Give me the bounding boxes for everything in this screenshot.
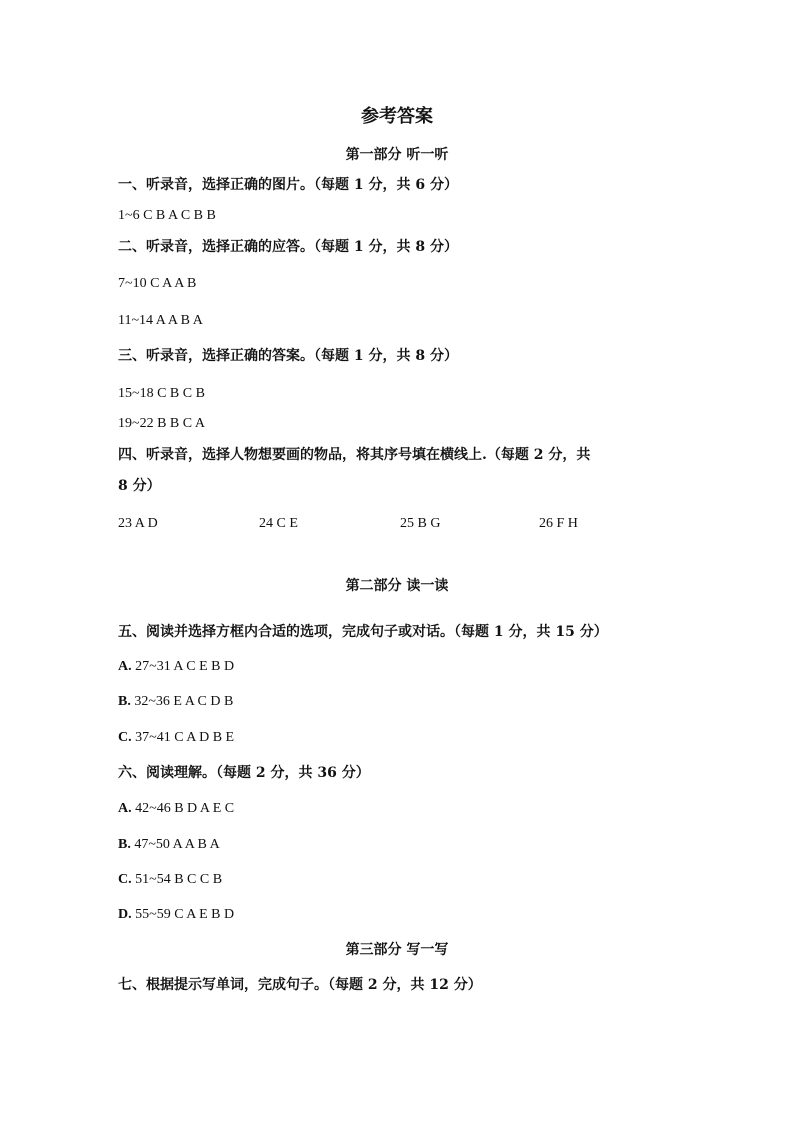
page-title: 参考答案 (361, 106, 433, 127)
item-label: A. (118, 801, 132, 816)
section6-heading: 六、阅读理解。（每题 2 分，共 36 分） (118, 765, 370, 781)
section3-answer-1: 15~18 C B C B (118, 386, 205, 401)
item-answer: 32~36 E A C D B (130, 694, 234, 709)
item-label: A. (118, 659, 132, 674)
section4-answers (118, 514, 638, 534)
section2-answer-1: 7~10 C A A B (118, 276, 197, 291)
section4-answer-26: 26 F H (539, 516, 578, 531)
item-label: B. (118, 837, 131, 852)
item-answer: 55~59 C A E B D (131, 907, 235, 922)
part1-heading: 第一部分 听一听 (345, 147, 449, 163)
item-label: B. (118, 694, 131, 709)
section6-item-a (118, 799, 234, 819)
section1-answer: 1~6 C B A C B B (118, 208, 216, 223)
item-answer: 27~31 A C E B D (131, 659, 235, 674)
section2-answer-2: 11~14 A A B A (118, 313, 203, 328)
section5-item-b (118, 692, 233, 712)
section5-item-a (118, 657, 234, 677)
section4-heading-line1: 四、听录音，选择人物想要画的物品，将其序号填在横线上.（每题 2 分，共 (118, 447, 591, 463)
item-answer: 51~54 B C C B (131, 872, 223, 887)
section5-item-c (118, 728, 234, 748)
section4-answer-25: 25 B G (400, 516, 441, 531)
section7-heading: 七、根据提示写单词，完成句子。（每题 2 分，共 12 分） (118, 977, 482, 993)
item-answer: 42~46 B D A E C (131, 801, 235, 816)
section4-answer-24: 24 C E (259, 516, 298, 531)
section6-item-b (118, 835, 220, 855)
section6-item-d (118, 905, 234, 925)
item-label: C. (118, 730, 132, 745)
section6-item-c (118, 870, 222, 890)
section3-answer-2: 19~22 B B C A (118, 416, 205, 431)
part3-heading: 第三部分 写一写 (345, 942, 449, 958)
section4-answer-23: 23 A D (118, 516, 158, 531)
section2-heading: 二、听录音，选择正确的应答。（每题 1 分，共 8 分） (118, 239, 458, 255)
item-answer: 47~50 A A B A (130, 837, 220, 852)
item-label: D. (118, 907, 132, 922)
item-label: C. (118, 872, 132, 887)
section4-heading-line2: 8 分） (118, 478, 161, 494)
section1-heading: 一、听录音，选择正确的图片。（每题 1 分，共 6 分） (118, 177, 458, 193)
item-answer: 37~41 C A D B E (131, 730, 235, 745)
part2-heading: 第二部分 读一读 (345, 578, 449, 594)
section5-heading: 五、阅读并选择方框内合适的选项，完成句子或对话。（每题 1 分，共 15 分） (118, 624, 608, 640)
section3-heading: 三、听录音，选择正确的答案。（每题 1 分，共 8 分） (118, 348, 458, 364)
